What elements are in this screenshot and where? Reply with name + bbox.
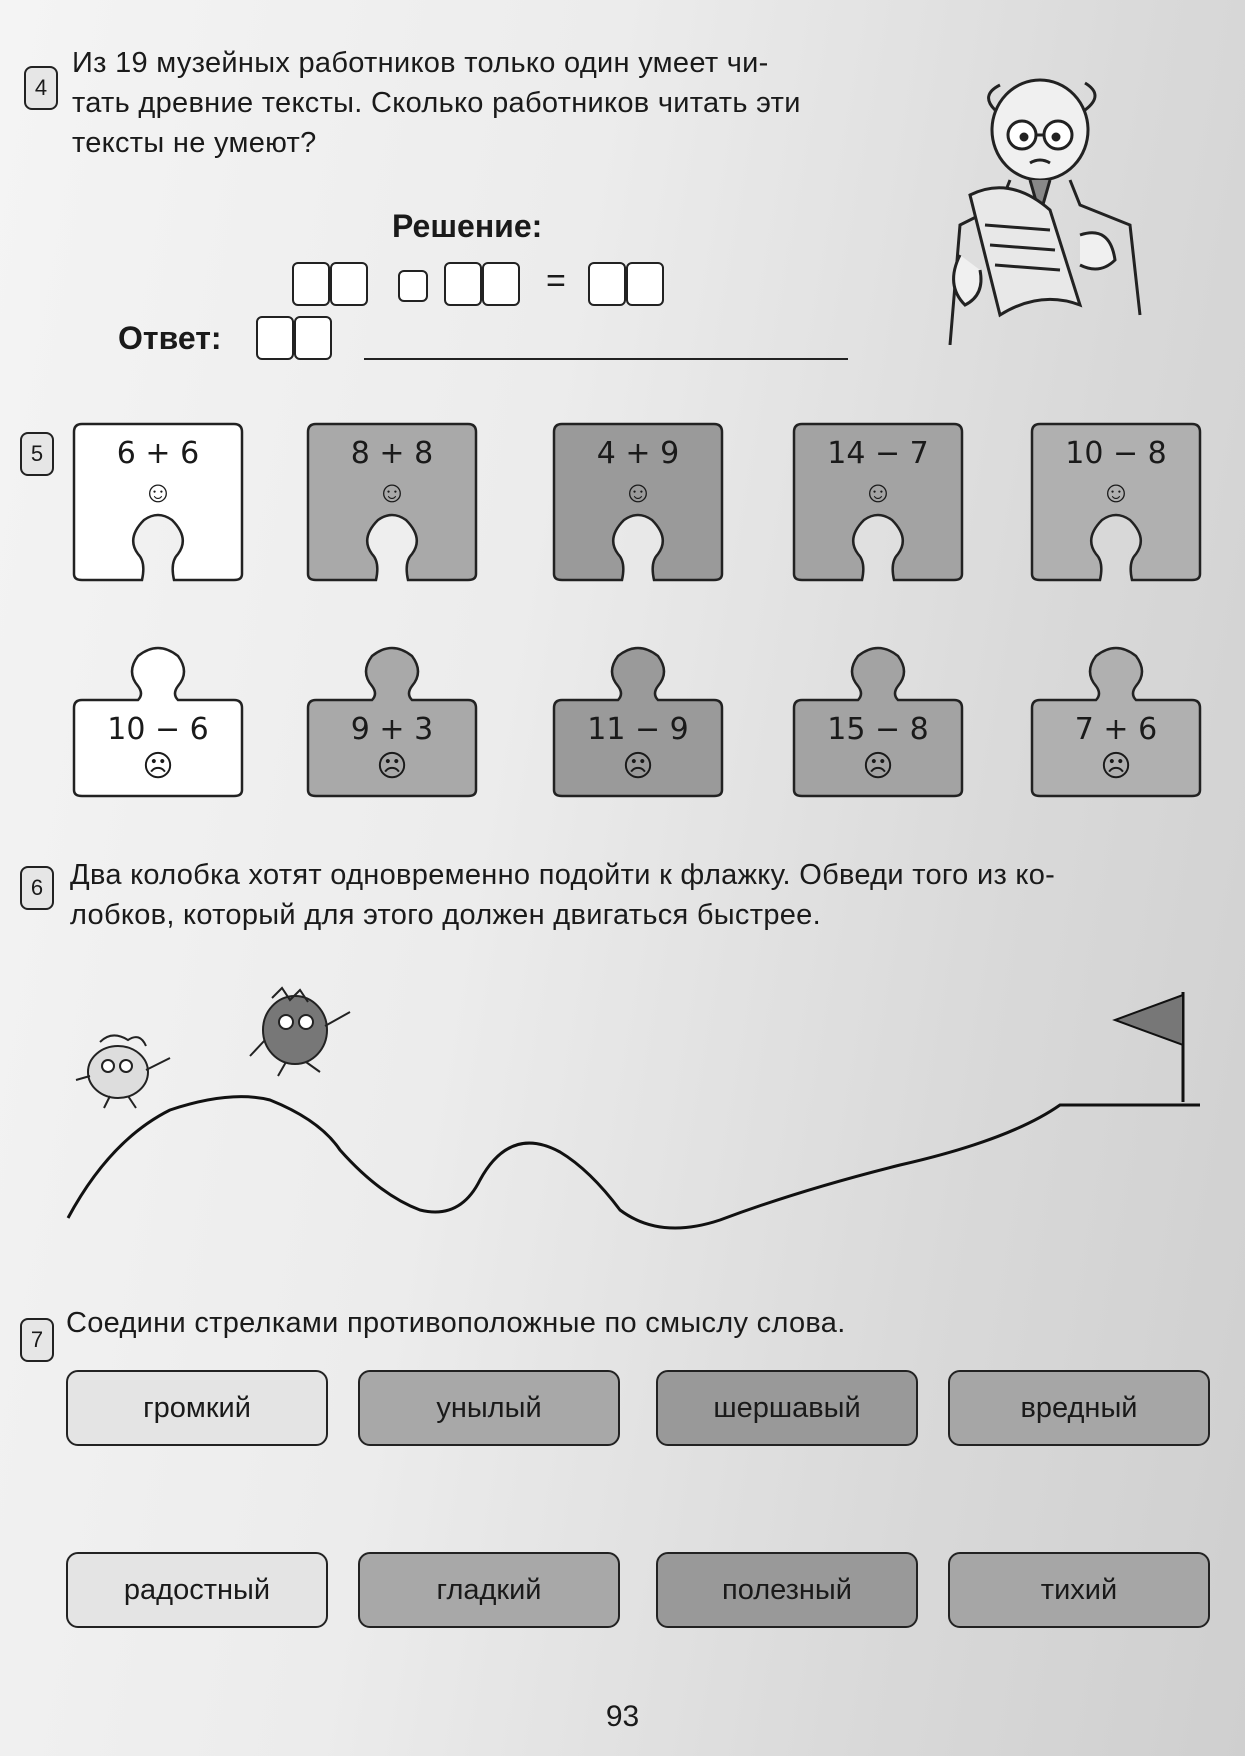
word-box-top[interactable]: унылый	[358, 1370, 620, 1446]
puzzle-expression: 10 − 6	[107, 712, 209, 747]
solution-cell[interactable]	[482, 262, 520, 306]
solution-cell[interactable]	[330, 262, 368, 306]
task6-text-line1: Два колобка хотят одновременно подойти к флажку. Обведи того из ко-	[70, 859, 1056, 891]
puzzle-piece-bottom[interactable]	[552, 638, 724, 798]
puzzle-piece-top[interactable]	[72, 422, 244, 582]
frown-icon: ☹	[1100, 750, 1132, 783]
puzzle-piece-bottom[interactable]	[306, 638, 478, 798]
solution-cell[interactable]	[444, 262, 482, 306]
task-number-5: 5	[20, 432, 54, 476]
smile-icon: ☺	[376, 476, 408, 509]
answer-label: Ответ:	[118, 320, 222, 356]
equals-sign: =	[546, 262, 566, 300]
word-box-bottom[interactable]: гладкий	[358, 1552, 620, 1628]
puzzle-expression: 10 − 8	[1065, 436, 1167, 471]
museum-worker-illustration	[940, 75, 1180, 345]
puzzle-piece-bottom[interactable]	[72, 638, 244, 798]
frown-icon: ☹	[862, 750, 894, 783]
task4-text-line2: тать древние тексты. Сколько работников читать эти	[72, 87, 801, 119]
hill-path	[68, 1097, 1200, 1228]
solution-cell[interactable]	[292, 262, 330, 306]
puzzle-piece-bottom[interactable]	[792, 638, 964, 798]
flag-icon	[1115, 995, 1183, 1045]
puzzle-expression: 4 + 9	[596, 436, 680, 471]
smile-icon: ☺	[862, 476, 894, 509]
kolobok-left-icon	[76, 1035, 170, 1108]
puzzle-piece-top[interactable]	[552, 422, 724, 582]
smile-icon: ☺	[622, 476, 654, 509]
smile-icon: ☺	[1100, 476, 1132, 509]
solution-label: Решение:	[392, 208, 543, 244]
word-box-top[interactable]: шершавый	[656, 1370, 918, 1446]
smile-icon: ☺	[142, 476, 174, 509]
solution-cell[interactable]	[588, 262, 626, 306]
answer-line[interactable]	[364, 358, 848, 360]
word-box-top[interactable]: вредный	[948, 1370, 1210, 1446]
task-number-4: 4	[24, 66, 58, 110]
word-box-top[interactable]: громкий	[66, 1370, 328, 1446]
puzzle-piece-top[interactable]	[1030, 422, 1202, 582]
operator-cell[interactable]	[398, 270, 428, 302]
kolobok-right-icon	[250, 988, 350, 1076]
puzzle-expression: 7 + 6	[1074, 712, 1158, 747]
puzzle-piece-bottom[interactable]	[1030, 638, 1202, 798]
task4-text-line3: тексты не умеют?	[72, 127, 317, 159]
answer-cell[interactable]	[294, 316, 332, 360]
task6-text-line2: лобков, который для этого должен двигаться быстрее.	[70, 899, 821, 931]
frown-icon: ☹	[142, 750, 174, 783]
frown-icon: ☹	[622, 750, 654, 783]
puzzle-expression: 6 + 6	[116, 436, 200, 471]
task-number-7: 7	[20, 1318, 54, 1362]
answer-cell[interactable]	[256, 316, 294, 360]
word-box-bottom[interactable]: полезный	[656, 1552, 918, 1628]
puzzle-piece-top[interactable]	[306, 422, 478, 582]
puzzle-piece-top[interactable]	[792, 422, 964, 582]
hill-path-scene	[0, 950, 1245, 1250]
puzzle-expression: 15 − 8	[827, 712, 929, 747]
puzzle-expression: 9 + 3	[350, 712, 434, 747]
word-box-bottom[interactable]: тихий	[948, 1552, 1210, 1628]
puzzle-expression: 14 − 7	[827, 436, 929, 471]
solution-cell[interactable]	[626, 262, 664, 306]
task-number-6: 6	[20, 866, 54, 910]
puzzle-expression: 11 − 9	[587, 712, 689, 747]
task4-text-line1: Из 19 музейных работников только один умеет чи-	[72, 47, 769, 79]
page-number: 93	[605, 1700, 640, 1733]
word-box-bottom[interactable]: радостный	[66, 1552, 328, 1628]
puzzle-expression: 8 + 8	[350, 436, 434, 471]
frown-icon: ☹	[376, 750, 408, 783]
task7-text: Соедини стрелками противоположные по смыслу слова.	[66, 1307, 846, 1339]
